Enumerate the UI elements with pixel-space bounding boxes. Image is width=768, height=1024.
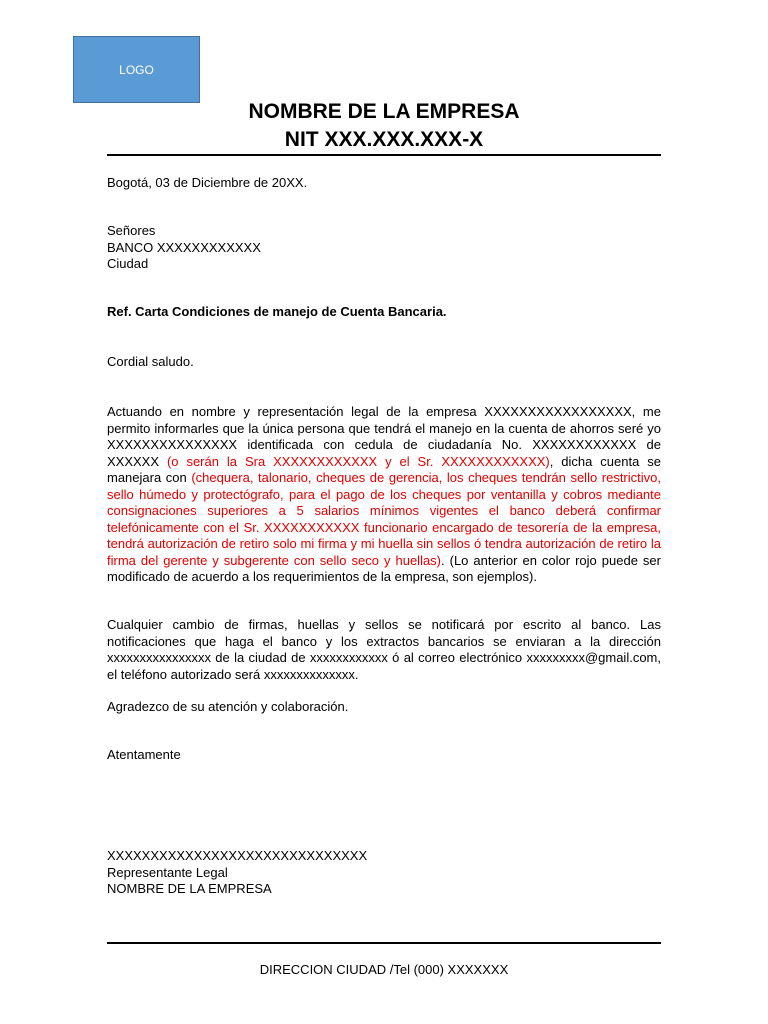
paragraph-1-red-b: (chequera, talonario, cheques de gerencia, los cheques tendrán sello restrictivo, sello húmedo y protectógrafo, para el pago de los cheques por ventanilla y cobros mediante consignaciones superiores a 5 salarios mínimos vigentes el banco deberá confirmar telefónicamente con el Sr. XXXXXXXXXXX funcionario encargado de tesorería de la empresa, tendrá autorización de retiro solo mi firma y mi huella sin sellos ó tendra autorización de retiro la firma del gerente y subgerente con sello seco y huellas) bbox=[107, 470, 661, 568]
company-logo bbox=[73, 36, 200, 103]
company-nit: NIT XXX.XXX.XXX-X bbox=[284, 128, 484, 151]
signature-name: XXXXXXXXXXXXXXXXXXXXXXXXXXXXXX bbox=[107, 848, 368, 863]
paragraph-1-text-c: . (Lo anterior en color rojo puede ser modificado de acuerdo a los requerimientos de la empresa, son ejemplos). bbox=[107, 552, 661, 584]
recipient-bank: BANCO XXXXXXXXXXXX bbox=[107, 239, 261, 255]
footer-divider bbox=[107, 942, 661, 944]
thanks-line: Agradezco de su atención y colaboración. bbox=[107, 699, 349, 714]
paragraph-1-red-a: (o serán la Sra XXXXXXXXXXXX y el Sr. XXXXXXXXXXXX) bbox=[166, 453, 550, 469]
recipient-block bbox=[107, 223, 661, 273]
reference-line: Ref. Carta Condiciones de manejo de Cuenta Bancaria. bbox=[107, 304, 447, 319]
signature-role: Representante Legal bbox=[107, 864, 228, 880]
body-paragraph-1 bbox=[107, 404, 661, 586]
closing-line: Atentamente bbox=[107, 747, 181, 762]
recipient-salutation: Señores bbox=[107, 223, 156, 238]
greeting: Cordial saludo. bbox=[107, 354, 194, 369]
date-line: Bogotá, 03 de Diciembre de 20XX. bbox=[107, 175, 308, 190]
header-divider bbox=[107, 154, 661, 156]
company-name: NOMBRE DE LA EMPRESA bbox=[248, 100, 520, 123]
footer-contact: DIRECCION CIUDAD /Tel (000) XXXXXXX bbox=[259, 962, 509, 977]
body-paragraph-2: Cualquier cambio de firmas, huellas y sellos se notificará por escrito al banco. Las notificaciones que haga el banco y los extractos bancarios se enviaran a la dirección xxxxxxxxxxxxxxxx de la ciudad de xxxxxxxxxxxx ó al correo electrónico xxxxxxxxx@gmail.com, el teléfono autorizado será xxxxxxxxxxxxxx. bbox=[107, 617, 661, 682]
signature-company: NOMBRE DE LA EMPRESA bbox=[107, 881, 272, 896]
paragraph-1-text-b: , dicha cuenta se manejara con bbox=[107, 453, 662, 485]
signature-block bbox=[107, 848, 661, 898]
recipient-city: Ciudad bbox=[107, 256, 149, 271]
logo-label: LOGO bbox=[119, 62, 154, 77]
paragraph-1-text-a: Actuando en nombre y representación legal de la empresa XXXXXXXXXXXXXXXXX, me permito informarles que la única persona que tendrá el manejo en la cuenta de ahorros seré yo XXXXXXXXXXXXXXX identificada con cedula de ciudadanía No. XXXXXXXXXXXX de XXXXXX bbox=[107, 404, 661, 469]
